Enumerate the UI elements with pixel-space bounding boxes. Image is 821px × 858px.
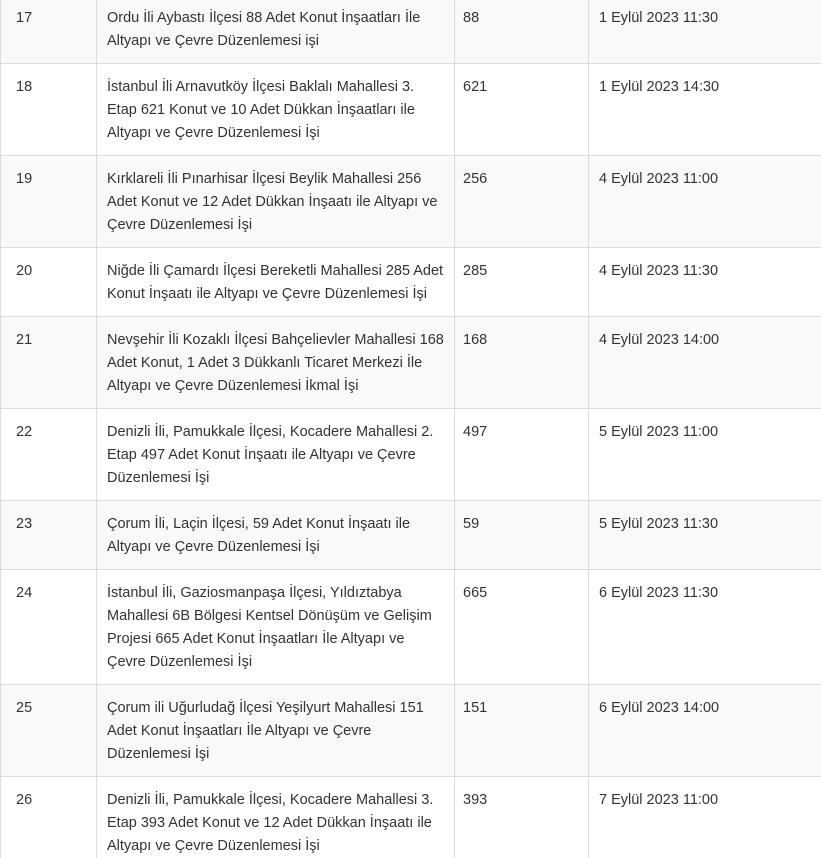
tender-date: 1 Eylül 2023 14:30	[589, 64, 821, 156]
table-row	[1, 685, 821, 777]
unit-count: 393	[455, 777, 589, 858]
unit-count: 621	[455, 64, 589, 156]
tender-date: 5 Eylül 2023 11:30	[589, 501, 821, 570]
unit-count: 168	[455, 317, 589, 409]
table-row	[1, 409, 821, 501]
project-name: Ordu İli Aybastı İlçesi 88 Adet Konut İnşaatları İle Altyapı ve Çevre Düzenlemesi işi	[97, 0, 455, 64]
project-name: Çorum ili Uğurludağ İlçesi Yeşilyurt Mahallesi 151 Adet Konut İnşaatları İle Altyapı ve Çevre Düzenlemesi İşi	[97, 685, 455, 777]
unit-count: 59	[455, 501, 589, 570]
table-row	[1, 0, 821, 64]
table-row	[1, 248, 821, 317]
table-row	[1, 501, 821, 570]
tender-date: 7 Eylül 2023 11:00	[589, 777, 821, 858]
row-number: 20	[1, 248, 97, 317]
unit-count: 88	[455, 0, 589, 64]
table-row	[1, 156, 821, 248]
project-name: Nevşehir İli Kozaklı İlçesi Bahçelievler Mahallesi 168 Adet Konut, 1 Adet 3 Dükkanlı Ticaret Merkezi İle Altyapı ve Çevre Düzenlemesi İkmal İşi	[97, 317, 455, 409]
project-name: Kırklareli İli Pınarhisar İlçesi Beylik Mahallesi 256 Adet Konut ve 12 Adet Dükkan İnşaatı ile Altyapı ve Çevre Düzenlemesi İşi	[97, 156, 455, 248]
tender-date: 4 Eylül 2023 11:30	[589, 248, 821, 317]
table-row	[1, 64, 821, 156]
tender-date: 1 Eylül 2023 11:30	[589, 0, 821, 64]
table-row	[1, 570, 821, 685]
unit-count: 256	[455, 156, 589, 248]
row-number: 18	[1, 64, 97, 156]
project-name: Çorum İli, Laçin İlçesi, 59 Adet Konut İnşaatı ile Altyapı ve Çevre Düzenlemesi İşi	[97, 501, 455, 570]
project-name: İstanbul İli Arnavutköy İlçesi Baklalı Mahallesi 3. Etap 621 Konut ve 10 Adet Dükkan İnşaatları ile Altyapı ve Çevre Düzenlemesi İşi	[97, 64, 455, 156]
tender-date: 6 Eylül 2023 14:00	[589, 685, 821, 777]
unit-count: 285	[455, 248, 589, 317]
tender-date: 4 Eylül 2023 14:00	[589, 317, 821, 409]
project-name: Niğde İli Çamardı İlçesi Bereketli Mahallesi 285 Adet Konut İnşaatı ile Altyapı ve Çevre Düzenlemesi İşi	[97, 248, 455, 317]
project-name: İstanbul İli, Gaziosmanpaşa İlçesi, Yıldıztabya Mahallesi 6B Bölgesi Kentsel Dönüşüm ve Gelişim Projesi 665 Adet Konut İnşaatları İle Altyapı ve Çevre Düzenlemesi İşi	[97, 570, 455, 685]
row-number: 24	[1, 570, 97, 685]
row-number: 26	[1, 777, 97, 858]
unit-count: 497	[455, 409, 589, 501]
project-name: Denizli İli, Pamukkale İlçesi, Kocadere Mahallesi 2. Etap 497 Adet Konut İnşaatı ile Altyapı ve Çevre Düzenlemesi İşi	[97, 409, 455, 501]
table-row	[1, 777, 821, 858]
row-number: 23	[1, 501, 97, 570]
unit-count: 151	[455, 685, 589, 777]
tender-table-body	[1, 0, 821, 858]
row-number: 22	[1, 409, 97, 501]
row-number: 17	[1, 0, 97, 64]
unit-count: 665	[455, 570, 589, 685]
row-number: 25	[1, 685, 97, 777]
tender-date: 6 Eylül 2023 11:30	[589, 570, 821, 685]
row-number: 21	[1, 317, 97, 409]
project-name: Denizli İli, Pamukkale İlçesi, Kocadere Mahallesi 3. Etap 393 Adet Konut ve 12 Adet Dükkan İnşaatı ile Altyapı ve Çevre Düzenlemesi İşi	[97, 777, 455, 858]
table-row	[1, 317, 821, 409]
tender-date: 5 Eylül 2023 11:00	[589, 409, 821, 501]
row-number: 19	[1, 156, 97, 248]
tender-date: 4 Eylül 2023 11:00	[589, 156, 821, 248]
